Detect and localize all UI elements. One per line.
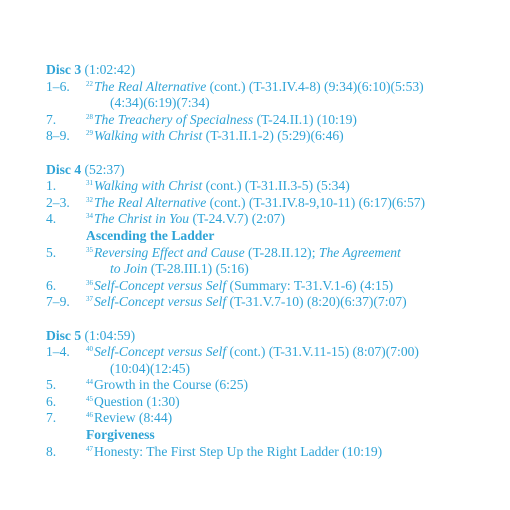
track-entry	[46, 195, 496, 212]
entry-title: The Agreement	[318, 244, 401, 260]
entry-body	[86, 211, 496, 228]
track-range: 6.	[46, 277, 57, 293]
disc-label: Disc 4	[46, 161, 82, 177]
track-number: 22	[86, 79, 93, 88]
track-number: 40	[86, 345, 93, 354]
track-number: 44	[86, 378, 93, 387]
disc-label: Disc 5	[46, 327, 82, 343]
entry-body	[86, 79, 496, 112]
track-range: 7.	[46, 410, 57, 426]
track-number: 35	[86, 245, 93, 254]
track-listing	[46, 62, 496, 477]
entry-body	[86, 112, 496, 129]
entry-body	[86, 128, 496, 145]
entry-title: Walking with Christ	[94, 128, 203, 144]
track-range: 6.	[46, 393, 57, 409]
entry-text: Review (8:44)	[94, 410, 173, 426]
track-number: 36	[86, 278, 93, 287]
track-entry	[46, 410, 496, 427]
entry-text: Honesty: The First Step Up the Right Ladder (10:19)	[94, 443, 383, 459]
entry-title: Self-Concept versus Self	[94, 344, 227, 360]
track-number: 34	[86, 212, 93, 221]
entry-body	[86, 294, 496, 311]
track-range: 8.	[46, 443, 57, 459]
entry-body	[86, 410, 496, 427]
section-heading: Ascending the Ladder	[86, 227, 215, 243]
track-number: 37	[86, 295, 93, 304]
entry-continuation	[86, 95, 496, 112]
entry-text: (T-24.II.1) (10:19)	[253, 111, 357, 127]
entry-body	[86, 394, 496, 411]
entry-body	[86, 278, 496, 295]
entry-title: to Join	[110, 261, 148, 277]
entry-text: (4:34)(6:19)(7:34)	[110, 95, 210, 111]
track-entry	[46, 79, 496, 112]
entry-title: The Christ in You	[94, 211, 190, 227]
disc-duration: (1:02:42)	[84, 62, 136, 77]
entry-text: (T-28.II.12);	[244, 244, 319, 260]
entry-body	[86, 245, 496, 278]
entry-title: Self-Concept versus Self	[94, 294, 227, 310]
track-entry	[46, 444, 496, 461]
track-entry	[46, 294, 496, 311]
entry-body	[86, 195, 496, 212]
disc-duration: (52:37)	[84, 161, 125, 177]
disc-section	[46, 328, 496, 461]
entry-title: The Real Alternative	[94, 194, 207, 210]
track-entry	[46, 128, 496, 145]
entry-text: (T-28.III.1) (5:16)	[147, 261, 249, 277]
track-range: 7–9.	[46, 294, 70, 310]
track-number: 32	[86, 195, 93, 204]
disc-label: Disc 3	[46, 62, 82, 77]
entry-title: Walking with Christ	[94, 178, 203, 194]
section-heading: Forgiveness	[86, 427, 155, 443]
track-entry	[46, 211, 496, 228]
track-entry	[46, 377, 496, 394]
entry-title: Self-Concept versus Self	[94, 277, 227, 293]
entry-text: Growth in the Course (6:25)	[94, 377, 249, 393]
disc-header	[46, 162, 496, 179]
entry-body	[86, 344, 496, 377]
track-number: 29	[86, 129, 93, 138]
entry-continuation	[86, 261, 496, 278]
entry-continuation	[86, 361, 496, 378]
track-entry	[46, 344, 496, 377]
disc-duration: (1:04:59)	[84, 327, 136, 343]
entry-body	[86, 178, 496, 195]
track-number: 47	[86, 444, 93, 453]
entry-text: (T-31.V.7-10) (8:20)(6:37)(7:07)	[226, 294, 407, 310]
track-entry	[46, 245, 496, 278]
disc-section	[46, 162, 496, 311]
disc-header	[46, 328, 496, 345]
entry-text: (10:04)(12:45)	[110, 360, 191, 376]
entry-title: Reversing Effect and Cause	[94, 244, 245, 260]
entry-text: (cont.) (T-31.V.11-15) (8:07)(7:00)	[226, 344, 419, 360]
track-range: 8–9.	[46, 128, 70, 144]
track-range: 5.	[46, 244, 57, 260]
track-number: 45	[86, 394, 93, 403]
entry-text: Question (1:30)	[94, 393, 180, 409]
track-number: 31	[86, 179, 93, 188]
entry-title: The Real Alternative	[94, 78, 207, 94]
entry-text: (T-24.V.7) (2:07)	[189, 211, 285, 227]
track-entry	[46, 394, 496, 411]
entry-text: (cont.) (T-31.IV.8-9,10-11) (6:17)(6:57)	[206, 194, 426, 210]
entry-text: (cont.) (T-31.II.3-5) (5:34)	[202, 178, 350, 194]
track-range: 2–3.	[46, 194, 70, 210]
disc-header	[46, 62, 496, 79]
entry-text: (T-31.II.1-2) (5:29)(6:46)	[202, 128, 344, 144]
track-entry	[46, 178, 496, 195]
track-range: 1.	[46, 178, 57, 194]
track-range: 7.	[46, 111, 57, 127]
track-range: 5.	[46, 377, 57, 393]
track-entry	[46, 278, 496, 295]
entry-text: (cont.) (T-31.IV.4-8) (9:34)(6:10)(5:53)	[206, 78, 424, 94]
entry-title: The Treachery of Specialness	[94, 111, 254, 127]
track-number: 28	[86, 112, 93, 121]
track-entry	[46, 112, 496, 129]
entry-body	[86, 377, 496, 394]
entry-text: (Summary: T-31.V.1-6) (4:15)	[226, 277, 394, 293]
track-number: 46	[86, 411, 93, 420]
disc-section	[46, 62, 496, 145]
track-range: 1–6.	[46, 78, 70, 94]
entry-body	[86, 444, 496, 461]
track-range: 4.	[46, 211, 57, 227]
track-range: 1–4.	[46, 344, 70, 360]
